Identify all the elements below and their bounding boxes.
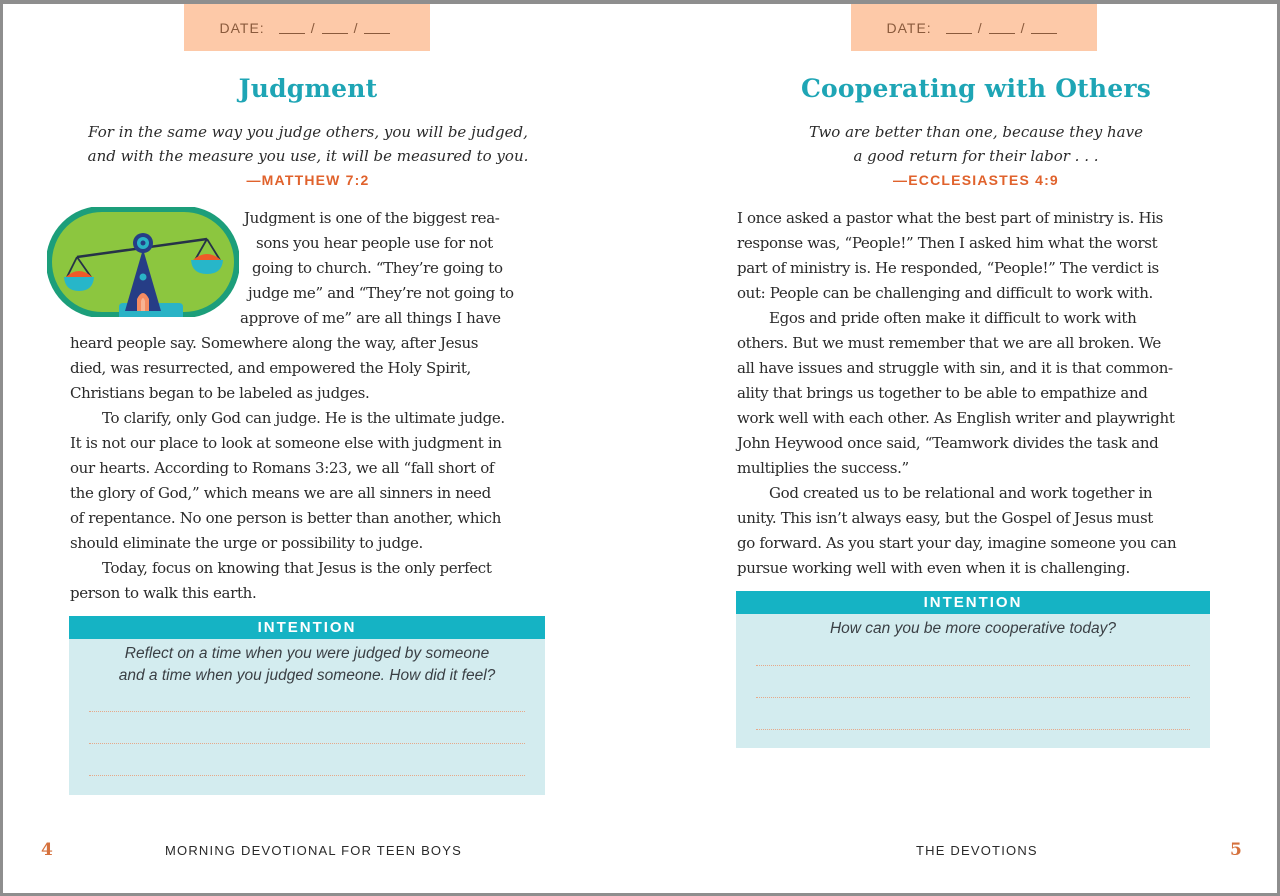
date-label: DATE: — [219, 19, 265, 36]
body-line: going to church. “They’re going to — [252, 259, 503, 277]
devotion-body — [70, 206, 548, 606]
date-separator: / — [310, 19, 316, 36]
scripture-reference: —ECCLESIASTES 4:9 — [893, 172, 1059, 188]
body-line: the glory of God,” which means we are all sinners in need — [70, 484, 491, 502]
prompt-line: and a time when you judged someone. How did it feel? — [118, 667, 496, 684]
intention-box — [69, 616, 545, 795]
quote-line: and with the measure you use, it will be measured to you. — [87, 147, 529, 165]
page-number: 5 — [1230, 840, 1242, 860]
body-line: of repentance. No one person is better than another, which — [70, 509, 502, 527]
date-separator: / — [1020, 19, 1026, 36]
answer-line[interactable] — [89, 711, 525, 712]
body-line: our hearts. According to Romans 3:23, we all “fall short of — [70, 459, 495, 477]
body-line: I once asked a pastor what the best part of ministry is. His — [737, 209, 1163, 227]
quote-line: Two are better than one, because they have — [809, 123, 1143, 141]
date-tab — [184, 4, 430, 51]
date-separator: / — [977, 19, 983, 36]
body-line: ality that brings us together to be able to empathize and — [737, 384, 1148, 402]
scripture-reference: —MATTHEW 7:2 — [246, 172, 370, 188]
date-year-blank[interactable] — [1031, 21, 1057, 34]
running-head: MORNING DEVOTIONAL FOR TEEN BOYS — [165, 843, 462, 858]
book-spread — [3, 4, 1277, 893]
date-month-blank[interactable] — [279, 21, 305, 34]
prompt-line: How can you be more cooperative today? — [829, 620, 1117, 637]
answer-line[interactable] — [756, 729, 1190, 730]
body-line: should eliminate the urge or possibility to judge. — [70, 534, 423, 552]
devotion-body — [737, 206, 1215, 581]
date-year-blank[interactable] — [364, 21, 390, 34]
right-page — [640, 4, 1277, 893]
body-line: response was, “People!” Then I asked him what the worst — [737, 234, 1158, 252]
prompt-line: Reflect on a time when you were judged by someone — [124, 645, 490, 662]
quote-line: For in the same way you judge others, you will be judged, — [88, 123, 528, 141]
answer-line[interactable] — [756, 665, 1190, 666]
intention-prompt — [69, 643, 545, 687]
body-line: approve of me” are all things I have — [240, 309, 501, 327]
body-line: pursue working well with even when it is challenging. — [737, 559, 1130, 577]
left-page — [3, 4, 640, 893]
body-line: died, was resurrected, and empowered the Holy Spirit, — [70, 359, 471, 377]
date-month-blank[interactable] — [946, 21, 972, 34]
answer-line[interactable] — [89, 743, 525, 744]
body-line: all have issues and struggle with sin, and it is that common- — [737, 359, 1173, 377]
body-line: To clarify, only God can judge. He is the ultimate judge. — [102, 409, 505, 427]
body-line: Judgment is one of the biggest rea- — [244, 209, 500, 227]
intention-heading: INTENTION — [736, 591, 1210, 614]
scripture-quote — [63, 120, 553, 192]
body-line: multiplies the success.” — [737, 459, 909, 477]
running-head: THE DEVOTIONS — [916, 843, 1038, 858]
body-line: others. But we must remember that we are all broken. We — [737, 334, 1161, 352]
body-line: John Heywood once said, “Teamwork divides the task and — [737, 434, 1159, 452]
body-line: work well with each other. As English writer and playwright — [737, 409, 1175, 427]
body-line: judge me” and “They’re not going to — [248, 284, 514, 302]
body-line: sons you hear people use for not — [256, 234, 493, 252]
body-line: part of ministry is. He responded, “People!” The verdict is — [737, 259, 1159, 277]
body-line: Today, focus on knowing that Jesus is the only perfect — [102, 559, 492, 577]
body-line: God created us to be relational and work together in — [769, 484, 1153, 502]
date-label: DATE: — [886, 19, 932, 36]
body-line: out: People can be challenging and difficult to work with. — [737, 284, 1153, 302]
body-line: Christians began to be labeled as judges. — [70, 384, 370, 402]
body-line: go forward. As you start your day, imagine someone you can — [737, 534, 1177, 552]
scripture-quote — [740, 120, 1212, 192]
quote-line: a good return for their labor . . . — [853, 147, 1099, 165]
page-number: 4 — [41, 840, 53, 860]
body-line: person to walk this earth. — [70, 584, 257, 602]
date-tab — [851, 4, 1097, 51]
date-separator: / — [353, 19, 359, 36]
body-line: unity. This isn’t always easy, but the Gospel of Jesus must — [737, 509, 1153, 527]
answer-line[interactable] — [756, 697, 1190, 698]
intention-box — [736, 591, 1210, 748]
date-day-blank[interactable] — [322, 21, 348, 34]
body-line: It is not our place to look at someone else with judgment in — [70, 434, 502, 452]
body-line: Egos and pride often make it difficult to work with — [769, 309, 1137, 327]
body-line: heard people say. Somewhere along the way, after Jesus — [70, 334, 479, 352]
devotion-title: Judgment — [238, 74, 378, 103]
answer-line[interactable] — [89, 775, 525, 776]
intention-prompt — [736, 618, 1210, 640]
intention-heading: INTENTION — [69, 616, 545, 639]
devotion-title: Cooperating with Others — [800, 74, 1152, 103]
date-day-blank[interactable] — [989, 21, 1015, 34]
